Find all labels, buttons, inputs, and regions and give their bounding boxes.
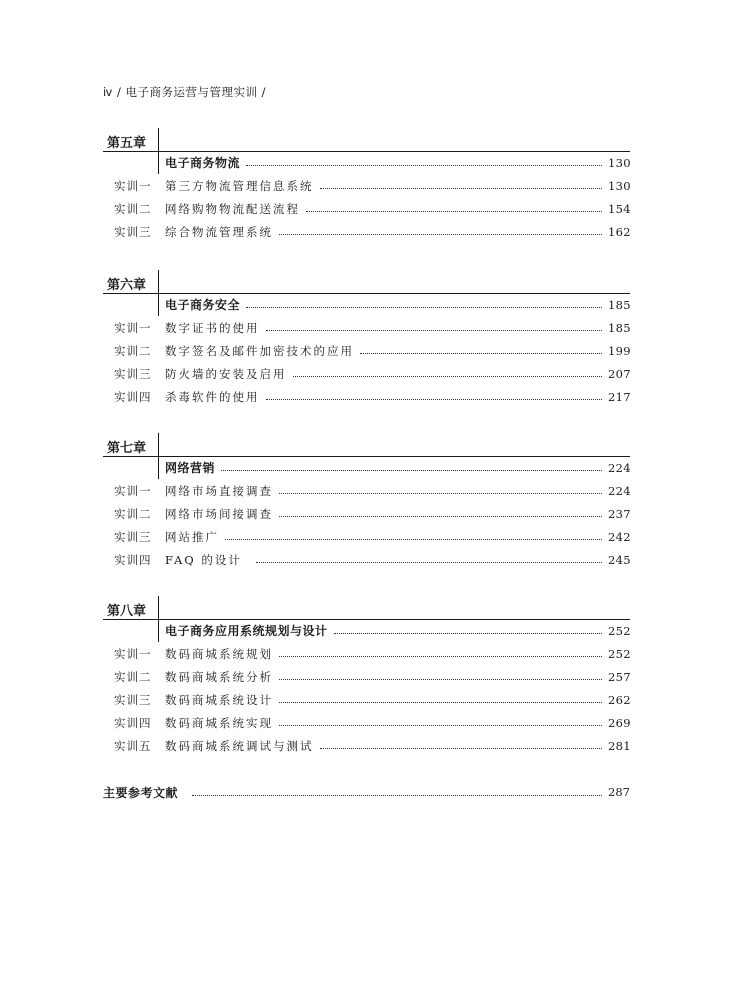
chapter-number: 第七章 <box>107 441 147 456</box>
entry-label: 实训一 <box>114 178 152 193</box>
entry-title: 网络市场直接调查 <box>165 483 273 498</box>
entry-label: 实训三 <box>114 366 152 381</box>
entry-label: 实训二 <box>114 669 152 684</box>
entry-label: 实训三 <box>114 529 152 544</box>
chapter-6 <box>103 270 630 408</box>
references-entry[interactable] <box>103 782 630 802</box>
page-number: 269 <box>608 715 631 730</box>
page-number: 185 <box>608 297 631 312</box>
chapter-title-row[interactable] <box>103 293 630 316</box>
running-head: ⅳ / 电子商务运营与管理实训 / <box>103 85 267 99</box>
entry-label: 实训三 <box>114 692 152 707</box>
chapter-header <box>103 596 630 619</box>
entry-title: 数码商城系统设计 <box>165 692 273 707</box>
entry-title: 数码商城系统分析 <box>165 669 273 684</box>
chapter-number: 第八章 <box>107 604 147 619</box>
entry-title: 网站推广 <box>165 529 219 544</box>
page-number: 252 <box>608 646 631 661</box>
toc-entry[interactable] <box>103 362 630 385</box>
chapter-7 <box>103 433 630 571</box>
leader-dots <box>279 234 602 235</box>
chapter-number: 第六章 <box>107 278 147 293</box>
entry-label: 实训四 <box>114 552 152 567</box>
leader-dots <box>246 307 602 308</box>
entry-title: 网络购物物流配送流程 <box>165 201 300 216</box>
entry-title: 杀毒软件的使用 <box>165 389 260 404</box>
leader-dots <box>360 353 602 354</box>
entry-label: 实训五 <box>114 738 152 753</box>
chapter-header <box>103 270 630 293</box>
page-number: 242 <box>608 529 631 544</box>
toc-entry[interactable] <box>103 502 630 525</box>
page-number: 262 <box>608 692 631 707</box>
toc-entry[interactable] <box>103 197 630 220</box>
toc-entry[interactable] <box>103 220 630 243</box>
toc-entry[interactable] <box>103 548 630 571</box>
chapter-8 <box>103 596 630 757</box>
leader-dots <box>279 516 602 517</box>
leader-dots <box>334 633 602 634</box>
toc-entry[interactable] <box>103 642 630 665</box>
entry-label: 实训二 <box>114 343 152 358</box>
chapter-title-row[interactable] <box>103 619 630 642</box>
chapter-title: 电子商务应用系统规划与设计 <box>165 624 328 638</box>
page-number: 224 <box>608 460 631 475</box>
leader-dots <box>192 795 602 796</box>
entry-label: 实训二 <box>114 506 152 521</box>
entry-label: 实训二 <box>114 201 152 216</box>
toc-entry[interactable] <box>103 385 630 408</box>
entry-title: 综合物流管理系统 <box>165 224 273 239</box>
leader-dots <box>293 376 603 377</box>
chapter-title: 电子商务安全 <box>165 298 241 312</box>
leader-dots <box>279 725 602 726</box>
chapter-title: 网络营销 <box>165 461 216 475</box>
page-number: 207 <box>608 366 631 381</box>
leader-dots <box>225 539 602 540</box>
leader-dots <box>279 656 602 657</box>
page-number: 217 <box>608 389 631 404</box>
chapter-title-row[interactable] <box>103 456 630 479</box>
page-number: 252 <box>608 623 631 638</box>
page-number: 281 <box>608 738 631 753</box>
page-number: 199 <box>608 343 631 358</box>
toc-entry[interactable] <box>103 688 630 711</box>
entry-label: 实训四 <box>114 389 152 404</box>
entry-label: 实训三 <box>114 224 152 239</box>
chapter-5 <box>103 128 630 243</box>
leader-dots <box>279 679 602 680</box>
toc-entry[interactable] <box>103 174 630 197</box>
leader-dots <box>279 493 602 494</box>
chapter-header <box>103 128 630 151</box>
page-number: 130 <box>608 155 631 170</box>
entry-title: 数码商城系统实现 <box>165 715 273 730</box>
entry-title: 数码商城系统规划 <box>165 646 273 661</box>
page-number: 257 <box>608 669 631 684</box>
entry-label: 实训一 <box>114 483 152 498</box>
leader-dots <box>221 470 602 471</box>
entry-label: 实训四 <box>114 715 152 730</box>
page-number: 245 <box>608 552 631 567</box>
toc-entry[interactable] <box>103 711 630 734</box>
entry-title: 第三方物流管理信息系统 <box>165 178 314 193</box>
leader-dots <box>320 188 603 189</box>
page-number: 162 <box>608 224 631 239</box>
leader-dots <box>320 748 603 749</box>
entry-title: FAQ 的设计 <box>165 552 242 567</box>
entry-title: 防火墙的安装及启用 <box>165 366 287 381</box>
leader-dots <box>266 330 603 331</box>
entry-title: 数字证书的使用 <box>165 320 260 335</box>
toc-entry[interactable] <box>103 525 630 548</box>
leader-dots <box>266 399 603 400</box>
leader-dots <box>256 562 602 563</box>
references-title: 主要参考文献 <box>103 785 179 800</box>
entry-title: 数字签名及邮件加密技术的应用 <box>165 343 354 358</box>
page-number: 185 <box>608 320 631 335</box>
leader-dots <box>306 211 602 212</box>
toc-entry[interactable] <box>103 316 630 339</box>
page-number: 224 <box>608 483 631 498</box>
toc-entry[interactable] <box>103 665 630 688</box>
leader-dots <box>246 165 602 166</box>
chapter-number: 第五章 <box>107 136 147 151</box>
page-number: 287 <box>608 785 630 799</box>
entry-label: 实训一 <box>114 646 152 661</box>
chapter-title: 电子商务物流 <box>165 156 241 170</box>
chapter-header <box>103 433 630 456</box>
page-number: 237 <box>608 506 631 521</box>
toc-entry[interactable] <box>103 339 630 362</box>
entry-title: 数码商城系统调试与测试 <box>165 738 314 753</box>
toc-entry[interactable] <box>103 479 630 502</box>
entry-label: 实训一 <box>114 320 152 335</box>
page-number: 130 <box>608 178 631 193</box>
page-number: 154 <box>608 201 631 216</box>
leader-dots <box>279 702 602 703</box>
toc-entry[interactable] <box>103 734 630 757</box>
entry-title: 网络市场间接调查 <box>165 506 273 521</box>
chapter-title-row[interactable] <box>103 151 630 174</box>
